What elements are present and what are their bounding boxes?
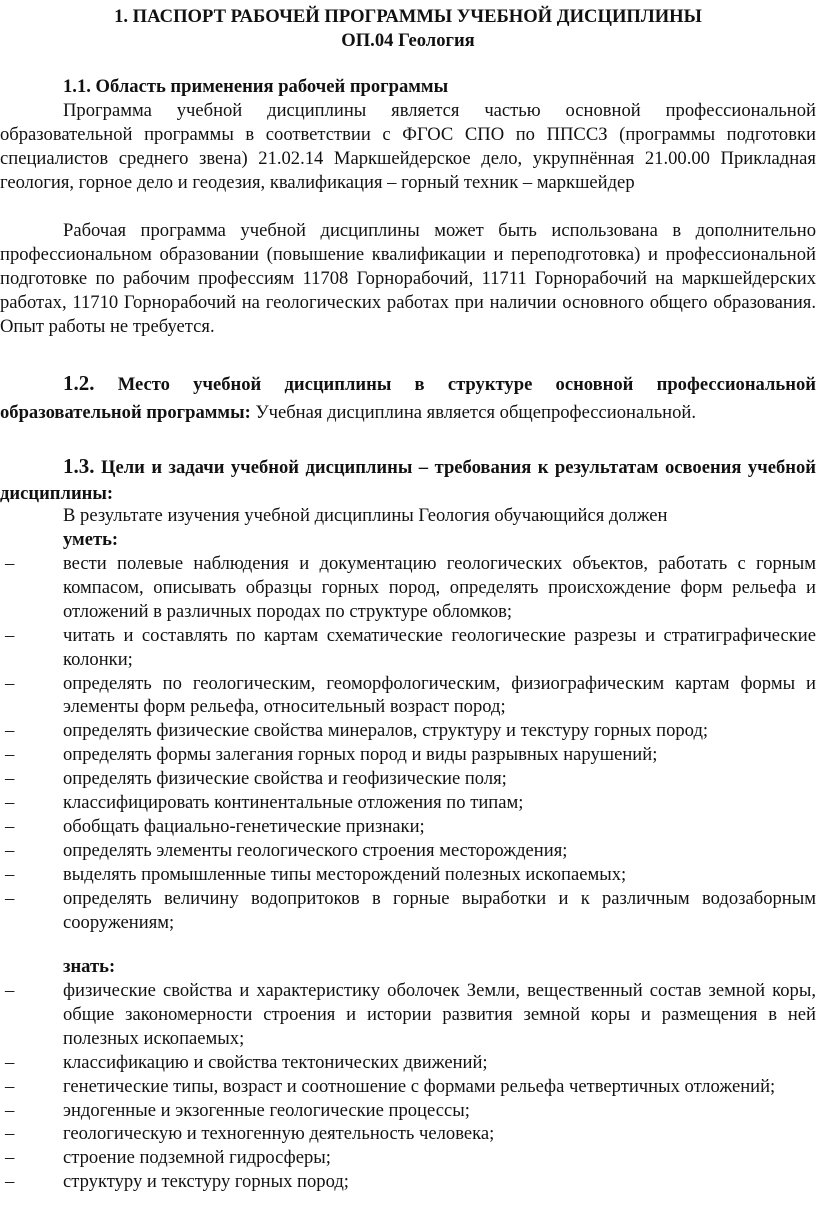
list-item (0, 552, 816, 624)
document-title: 1. ПАСПОРТ РАБОЧЕЙ ПРОГРАММЫ УЧЕБНОЙ ДИСЦИПЛИНЫ (114, 6, 702, 27)
dash-bullet: – (5, 1051, 15, 1073)
section-1-3-number: 1.3. (63, 454, 95, 478)
umet-list (0, 552, 816, 935)
list-item (0, 979, 816, 1051)
dash-bullet: – (5, 792, 15, 814)
list-item (0, 672, 816, 720)
list-item (0, 1170, 816, 1194)
dash-bullet: – (5, 1147, 15, 1169)
list-item (0, 863, 816, 887)
list-item (0, 839, 816, 863)
dash-bullet: – (5, 768, 15, 790)
dash-bullet: – (5, 553, 15, 574)
list-item-text: определять величину водопритоков в горные выработки и к различным водозаборным сооружениям; (63, 887, 816, 933)
dash-bullet: – (5, 863, 15, 885)
list-item (0, 767, 816, 791)
section-1-2-colon: : (244, 402, 251, 423)
list-item (0, 815, 816, 839)
dash-bullet: – (5, 744, 15, 766)
list-item (0, 887, 816, 935)
list-item (0, 791, 816, 815)
list-item-text: строение подземной гидросферы; (63, 1147, 331, 1169)
list-item-text: определять элементы геологического строения месторождения; (63, 839, 568, 861)
dash-bullet: – (5, 624, 15, 646)
section-1-2 (0, 369, 816, 427)
list-item-text: обобщать фациально-генетические признаки; (63, 815, 425, 837)
list-item-text: геологическую и техногенную деятельность человека; (63, 1123, 495, 1145)
section-1-3-heading-block (0, 453, 816, 507)
list-item (0, 624, 816, 672)
section-1-3-intro: В результате изучения учебной дисциплины Геология обучающийся должен (63, 505, 668, 526)
section-1-2-heading: Место учебной дисциплины в структуре основной профессиональной образовательной программы (0, 374, 816, 423)
list-item-text: генетические типы, возраст и соотношение с формами рельефа четвертичных отложений; (63, 1075, 776, 1097)
section-1-3-heading: Цели и задачи учебной дисциплины – требования к результатам освоения учебной дисциплины: (0, 457, 816, 504)
dash-bullet: – (5, 1171, 15, 1193)
list-item-text: физические свойства и характеристику оболочек Земли, вещественный состав земной коры, общие закономерности строения и истории развития земной коры и размещения в ней полезных ископаемых; (63, 980, 816, 1049)
list-item (0, 719, 816, 743)
section-1-1-paragraph-1: Программа учебной дисциплины является частью основной профессиональной образовательной программы в соответствии с ФГОС СПО по ППССЗ (программы подготовки специалистов среднего звена) 21.02.14 Маркшейдерское дело, укрупнённая 21.00.00 Прикладная геология, горное дело и геодезия, квалификация – горный техник – маркшейдер (0, 100, 816, 193)
document-subtitle: ОП.04 Геология (341, 30, 475, 51)
list-item-text: классифицировать континентальные отложения по типам; (63, 792, 524, 814)
znat-list (0, 979, 816, 1194)
list-item-text: читать и составлять по картам схематические геологические разрезы и стратиграфические колонки; (63, 624, 816, 670)
list-item-text: вести полевые наблюдения и документацию геологических объектов, работать с горным компасом, описывать образцы горных пород, определять происхождение форм рельефа и отложений в различных породах по структуре обломков; (63, 553, 816, 622)
dash-bullet: – (5, 839, 15, 861)
list-item (0, 1051, 816, 1075)
dash-bullet: – (5, 1075, 15, 1097)
dash-bullet: – (5, 1099, 15, 1121)
list-item-text: определять физические свойства и геофизические поля; (63, 768, 507, 790)
dash-bullet: – (5, 815, 15, 837)
znat-label: знать: (63, 956, 116, 977)
list-item (0, 1099, 816, 1123)
section-1-2-number: 1.2. (63, 371, 95, 395)
list-item-text: структуру и текстуру горных пород; (63, 1171, 349, 1193)
list-item-text: классификацию и свойства тектонических движений; (63, 1051, 488, 1073)
section-1-1-heading: 1.1. Область применения рабочей программы (63, 76, 449, 97)
list-item (0, 743, 816, 767)
list-item-text: выделять промышленные типы месторождений полезных ископаемых; (63, 863, 627, 885)
dash-bullet: – (5, 720, 15, 742)
dash-bullet: – (5, 1123, 15, 1145)
dash-bullet: – (5, 980, 15, 1001)
dash-bullet: – (5, 887, 15, 909)
list-item-text: определять физические свойства минералов, структуру и текстуру горных пород; (63, 720, 709, 742)
list-item (0, 1075, 816, 1099)
dash-bullet: – (5, 672, 15, 694)
list-item-text: определять по геологическим, геоморфологическим, физиографическим картам формы и элементы форм рельефа, относительный возраст пород; (63, 672, 816, 718)
list-item-text: определять формы залегания горных пород и виды разрывных нарушений; (63, 744, 658, 766)
list-item (0, 1146, 816, 1170)
section-1-2-text: Учебная дисциплина является общепрофессиональной. (255, 402, 697, 423)
list-item (0, 1122, 816, 1146)
umet-label: уметь: (63, 529, 119, 550)
section-1-1-paragraph-2: Рабочая программа учебной дисциплины может быть использована в дополнительно профессиональном образовании (повышение квалификации и переподготовка) и профессиональной подготовке по рабочим профессиям 11708 Горнорабочий, 11711 Горнорабочий на маркшейдерских работах, 11710 Горнорабочий на геологических работах при наличии основного общего образования. Опыт работы не требуется. (0, 220, 816, 337)
list-item-text: эндогенные и экзогенные геологические процессы; (63, 1099, 470, 1121)
